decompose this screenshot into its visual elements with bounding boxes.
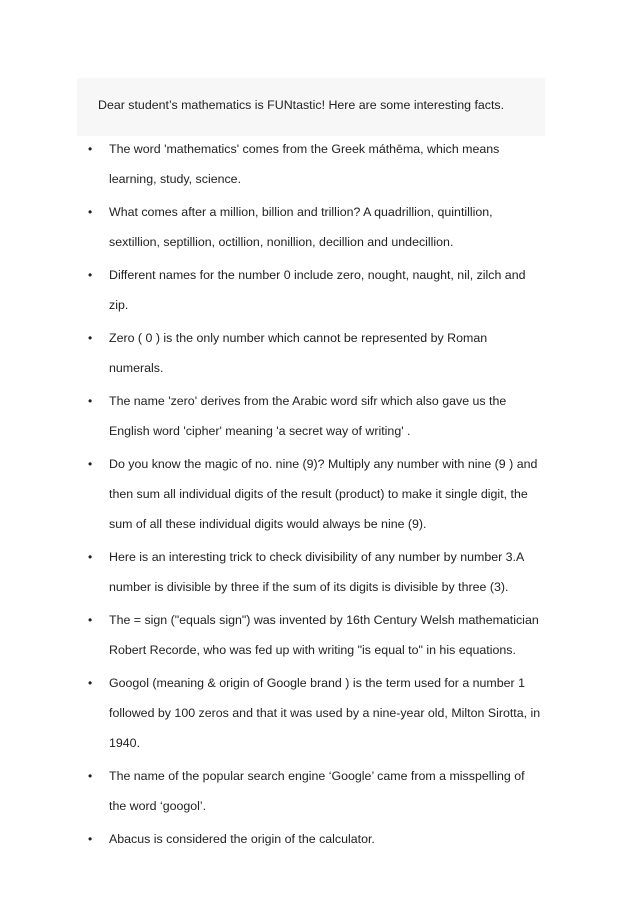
bullet-icon: • — [88, 457, 93, 471]
fact-line: Zero ( 0 ) is the only number which cannot be represented by Roman — [109, 331, 488, 345]
fact-line: What comes after a million, billion and trillion? A quadrillion, quintillion, — [109, 205, 493, 219]
bullet-icon: • — [88, 676, 93, 690]
fact-line: Different names for the number 0 include zero, nought, naught, nil, zilch and — [109, 268, 526, 282]
fact-line: Here is an interesting trick to check divisibility of any number by number 3.A — [109, 550, 525, 564]
list-item — [86, 824, 564, 854]
list-item — [86, 260, 564, 320]
bullet-icon: • — [88, 613, 93, 627]
fact-line: English word 'cipher' meaning 'a secret way of writing' . — [109, 424, 411, 438]
list-item — [86, 542, 564, 602]
fact-line: The name of the popular search engine ‘Google’ came from a misspelling of — [109, 769, 525, 783]
fact-line: Abacus is considered the origin of the calculator. — [109, 832, 375, 846]
bullet-icon: • — [88, 394, 93, 408]
fact-line: the word ‘googol’. — [109, 799, 207, 813]
bullet-icon: • — [88, 331, 93, 345]
fact-line: Googol (meaning & origin of Google brand ) is the term used for a number 1 — [109, 676, 525, 690]
bullet-icon: • — [88, 832, 93, 846]
intro-text: Dear student’s mathematics is FUNtastic! Here are some interesting facts. — [98, 98, 505, 112]
fact-line: The name 'zero' derives from the Arabic word sifr which also gave us the — [109, 394, 507, 408]
fact-line: then sum all individual digits of the result (product) to make it single digit, the — [109, 487, 528, 501]
fact-line: sextillion, septillion, octillion, nonillion, decillion and undecillion. — [109, 235, 454, 249]
fact-line: zip. — [109, 298, 129, 312]
bullet-icon: • — [88, 769, 93, 783]
list-item — [86, 668, 564, 758]
fact-line: learning, study, science. — [109, 172, 242, 186]
list-item — [86, 323, 564, 383]
bullet-icon: • — [88, 268, 93, 282]
fact-line: followed by 100 zeros and that it was used by a nine-year old, Milton Sirotta, in — [109, 706, 541, 720]
bullet-icon: • — [88, 550, 93, 564]
bullet-icon: • — [88, 142, 93, 156]
fact-line: Do you know the magic of no. nine (9)? Multiply any number with nine (9 ) and — [109, 457, 538, 471]
list-item — [86, 197, 564, 257]
fact-line: The word 'mathematics' comes from the Greek máthēma, which means — [109, 142, 500, 156]
list-item — [86, 761, 564, 821]
list-item — [86, 134, 564, 194]
list-item — [86, 605, 564, 665]
list-item — [86, 449, 564, 539]
fact-line: 1940. — [109, 736, 141, 750]
bullet-icon: • — [88, 205, 93, 219]
list-item — [86, 386, 564, 446]
fact-line: sum of all these individual digits would always be nine (9). — [109, 517, 427, 531]
fact-line: number is divisible by three if the sum of its digits is divisible by three (3). — [109, 580, 509, 594]
fact-line: numerals. — [109, 361, 164, 375]
facts-list — [86, 134, 564, 857]
fact-line: Robert Recorde, who was fed up with writing "is equal to" in his equations. — [109, 643, 516, 657]
fact-line: The = sign ("equals sign") was invented by 16th Century Welsh mathematician — [109, 613, 539, 627]
